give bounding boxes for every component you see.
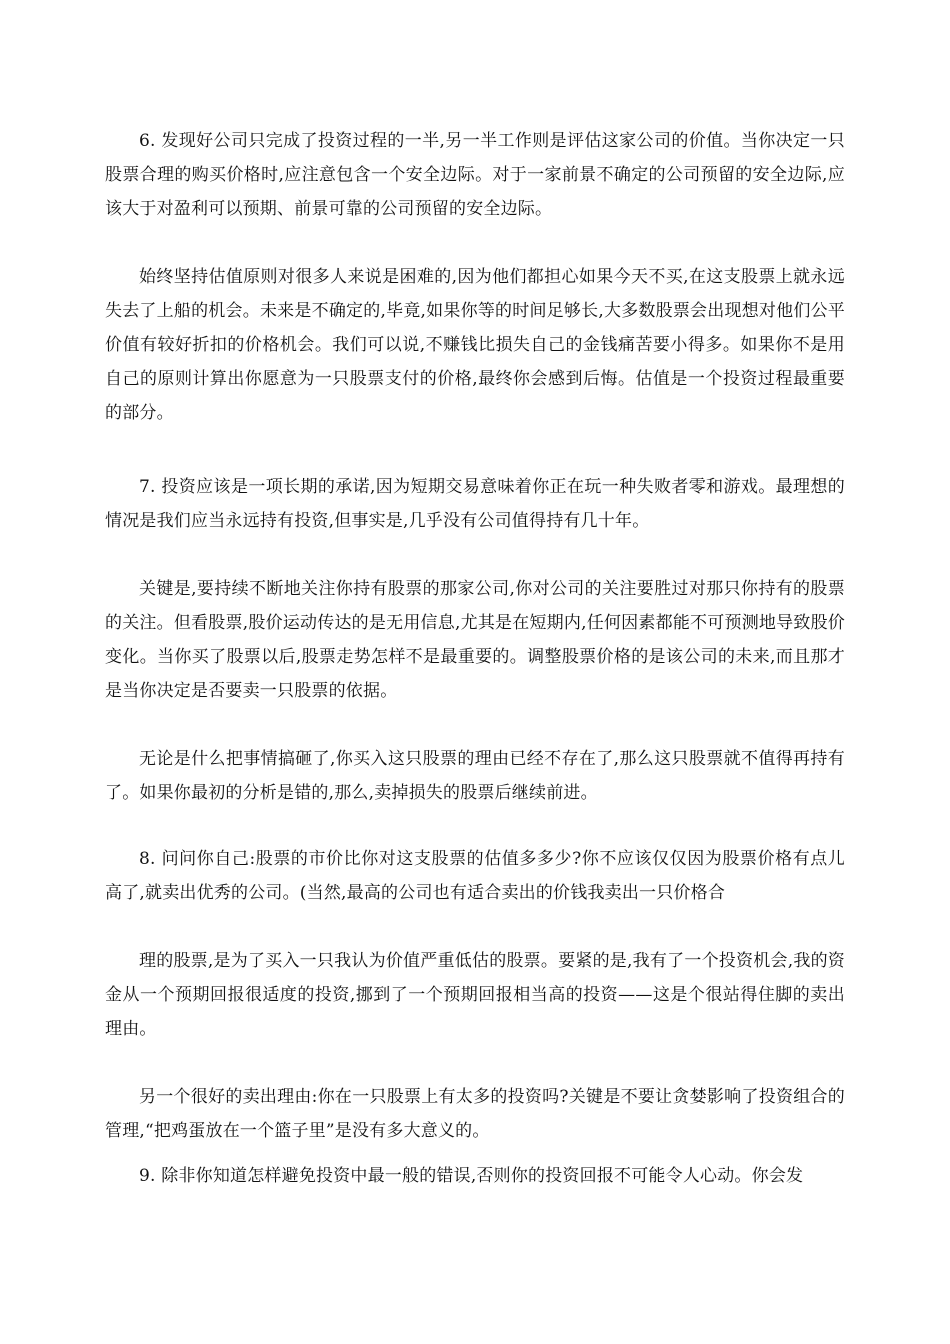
- paragraph-8-ask-yourself: 8. 问问你自己:股票的市价比你对这支股票的估值多多少?你不应该仅仅因为股票价格有点儿高了,就卖出优秀的公司。(当然,最高的公司也有适合卖出的价钱我卖出一只价格合: [105, 849, 845, 903]
- paragraph-9-avoid-mistakes: 9. 除非你知道怎样避免投资中最一般的错误,否则你的投资回报不可能令人心动。你会发: [139, 1166, 804, 1186]
- paragraph-7-long-term: 7. 投资应该是一项长期的承诺,因为短期交易意味着你正在玩一种失败者零和游戏。最理想的情况是我们应当永远持有投资,但事实是,几乎没有公司值得持有几十年。: [105, 477, 845, 531]
- paragraph-focus-on-company: 关键是,要持续不断地关注你持有股票的那家公司,你对公司的关注要胜过对那只你持有的股票的关注。但看股票,股价运动传达的是无用信息,尤其是在短期内,任何因素都能不可预测地导致股价变化。当你买了股票以后,股票走势怎样不是最重要的。调整股票价格的是该公司的未来,而且那才是当你决定是否要卖一只股票的依据。: [105, 579, 845, 701]
- paragraph-another-sell-reason: 另一个很好的卖出理由:你在一只股票上有太多的投资吗?关键是不要让贪婪影响了投资组合的管理,“把鸡蛋放在一个篮子里”是没有多大意义的。: [105, 1087, 845, 1141]
- paragraph-6-valuation: 6. 发现好公司只完成了投资过程的一半,另一半工作则是评估这家公司的价值。当你决定一只股票合理的购买价格时,应注意包含一个安全边际。对于一家前景不确定的公司预留的安全边际,应该大于对盈利可以预期、前景可靠的公司预留的安全边际。: [105, 131, 845, 219]
- paragraph-reasonable-sell: 理的股票,是为了买入一只我认为价值严重低估的股票。要紧的是,我有了一个投资机会,我的资金从一个预期回报很适度的投资,挪到了一个预期回报相当高的投资——这是个很站得住脚的卖出理由。: [105, 951, 845, 1039]
- paragraph-valuation-discipline: 始终坚持估值原则对很多人来说是困难的,因为他们都担心如果今天不买,在这支股票上就永远失去了上船的机会。未来是不确定的,毕竟,如果你等的时间足够长,大多数股票会出现想对他们公平价值有较好折扣的价格机会。我们可以说,不赚钱比损失自己的金钱痛苦要小得多。如果你不是用自己的原则计算出你愿意为一只股票支付的价格,最终你会感到后悔。估值是一个投资过程最重要的部分。: [105, 267, 845, 423]
- paragraph-sell-when-thesis-broken: 无论是什么把事情搞砸了,你买入这只股票的理由已经不存在了,那么这只股票就不值得再持有了。如果你最初的分析是错的,那么,卖掉损失的股票后继续前进。: [105, 749, 845, 803]
